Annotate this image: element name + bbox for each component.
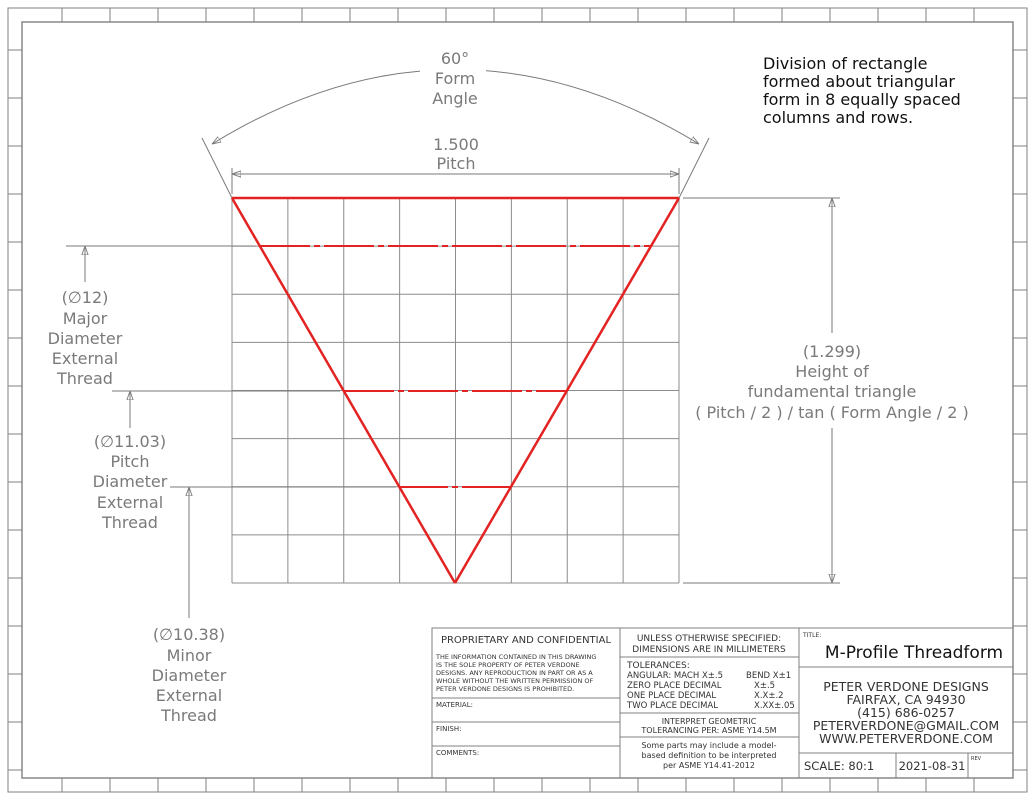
pitch-label: Pitch bbox=[436, 154, 476, 173]
finish-label: FINISH: bbox=[436, 725, 462, 733]
minor-diameter-label-4: Thread bbox=[161, 706, 217, 725]
tolerance-two-label: TWO PLACE DECIMAL bbox=[627, 701, 718, 711]
tolerance-one-label: ONE PLACE DECIMAL bbox=[627, 691, 717, 701]
rev-label: REV bbox=[971, 756, 982, 762]
major-diameter-leader bbox=[66, 246, 256, 282]
pitch-diameter-leader bbox=[112, 391, 340, 428]
height-label-2: fundamental triangle bbox=[747, 382, 917, 401]
tolerance-angular-label: ANGULAR: MACH X±.5 bbox=[627, 671, 724, 681]
major-diameter-label-1: Major bbox=[62, 309, 108, 328]
model-definition-1: Some parts may include a model- bbox=[641, 741, 777, 750]
proprietary-text-5: PETER VERDONE DESIGNS IS PROHIBITED. bbox=[436, 685, 575, 693]
date-value: 2021-08-31 bbox=[898, 759, 966, 773]
tolerance-bend-value: BEND X±1 bbox=[746, 671, 792, 681]
comments-label: COMMENTS: bbox=[436, 749, 480, 757]
height-label-1: Height of bbox=[795, 362, 869, 381]
tolerance-zero-label: ZERO PLACE DECIMAL bbox=[627, 681, 722, 691]
company-city: FAIRFAX, CA 94930 bbox=[846, 692, 966, 707]
drawing-title: M-Profile Threadform bbox=[824, 643, 1004, 663]
proprietary-text-4: WHOLE WITHOUT THE WRITTEN PERMISSION OF bbox=[436, 677, 594, 685]
company-website: WWW.PETERVERDONE.COM bbox=[819, 731, 993, 746]
pitch-diameter-label-4: Thread bbox=[102, 513, 158, 532]
minor-diameter-label-2: Diameter bbox=[151, 666, 227, 685]
title-label: TITLE: bbox=[803, 632, 822, 639]
note-line-2: formed about triangular bbox=[763, 72, 956, 91]
tolerance-one-value: X.X±.2 bbox=[754, 691, 784, 701]
form-angle-value: 60° bbox=[440, 49, 470, 68]
tolerances-title: TOLERANCES: bbox=[627, 661, 690, 671]
pitch-diameter-label-2: Diameter bbox=[92, 472, 168, 491]
model-definition-2: based definition to be interpreted bbox=[641, 751, 777, 760]
proprietary-text-1: THE INFORMATION CONTAINED IN THIS DRAWING bbox=[436, 653, 597, 661]
minor-diameter-label-1: Minor bbox=[166, 646, 212, 665]
pitch-diameter-label-3: External bbox=[96, 493, 164, 512]
interpret-geometric: INTERPRET GEOMETRIC bbox=[661, 717, 757, 726]
major-diameter-value: (∅12) bbox=[61, 288, 109, 307]
major-diameter-label-3: External bbox=[51, 349, 119, 368]
height-value: (1.299) bbox=[802, 342, 862, 361]
major-diameter-label-4: Thread bbox=[57, 369, 113, 388]
company-phone: (415) 686-0257 bbox=[857, 705, 955, 720]
proprietary-heading: PROPRIETARY AND CONFIDENTIAL bbox=[440, 635, 612, 646]
form-angle-label-1: Form bbox=[434, 69, 476, 88]
material-label: MATERIAL: bbox=[436, 701, 473, 709]
tolerance-two-value: X.XX±.05 bbox=[754, 701, 795, 711]
model-definition-3: per ASME Y14.41-2012 bbox=[663, 761, 755, 770]
form-angle-label-2: Angle bbox=[432, 89, 478, 108]
pitch-value: 1.500 bbox=[433, 135, 479, 154]
pitch-diameter-label-1: Pitch bbox=[110, 452, 150, 471]
unless-specified: UNLESS OTHERWISE SPECIFIED: bbox=[636, 634, 782, 644]
note-line-4: columns and rows. bbox=[763, 108, 914, 127]
height-label-3: ( Pitch / 2 ) / tan ( Form Angle / 2 ) bbox=[695, 403, 969, 422]
note-line-1: Division of rectangle bbox=[763, 54, 928, 73]
minor-diameter-leader bbox=[170, 487, 396, 618]
tolerancing-standard: TOLERANCING PER: ASME Y14.5M bbox=[641, 726, 777, 735]
dimensions-units: DIMENSIONS ARE IN MILLIMETERS bbox=[632, 645, 786, 655]
proprietary-text-2: IS THE SOLE PROPERTY OF PETER VERDONE bbox=[436, 661, 580, 669]
proprietary-text-3: DESIGNS. ANY REPRODUCTION IN PART OR AS A bbox=[436, 669, 593, 677]
pitch-diameter-value: (∅11.03) bbox=[93, 432, 167, 451]
company-email: PETERVERDONE@GMAIL.COM bbox=[812, 718, 1000, 733]
minor-diameter-value: (∅10.38) bbox=[152, 625, 226, 644]
minor-diameter-label-3: External bbox=[155, 686, 223, 705]
tolerance-zero-value: X±.5 bbox=[754, 681, 776, 691]
major-diameter-label-2: Diameter bbox=[47, 329, 123, 348]
note-line-3: form in 8 equally spaced bbox=[763, 90, 961, 109]
scale-value: SCALE: 80:1 bbox=[804, 759, 875, 773]
company-name: PETER VERDONE DESIGNS bbox=[823, 679, 989, 694]
